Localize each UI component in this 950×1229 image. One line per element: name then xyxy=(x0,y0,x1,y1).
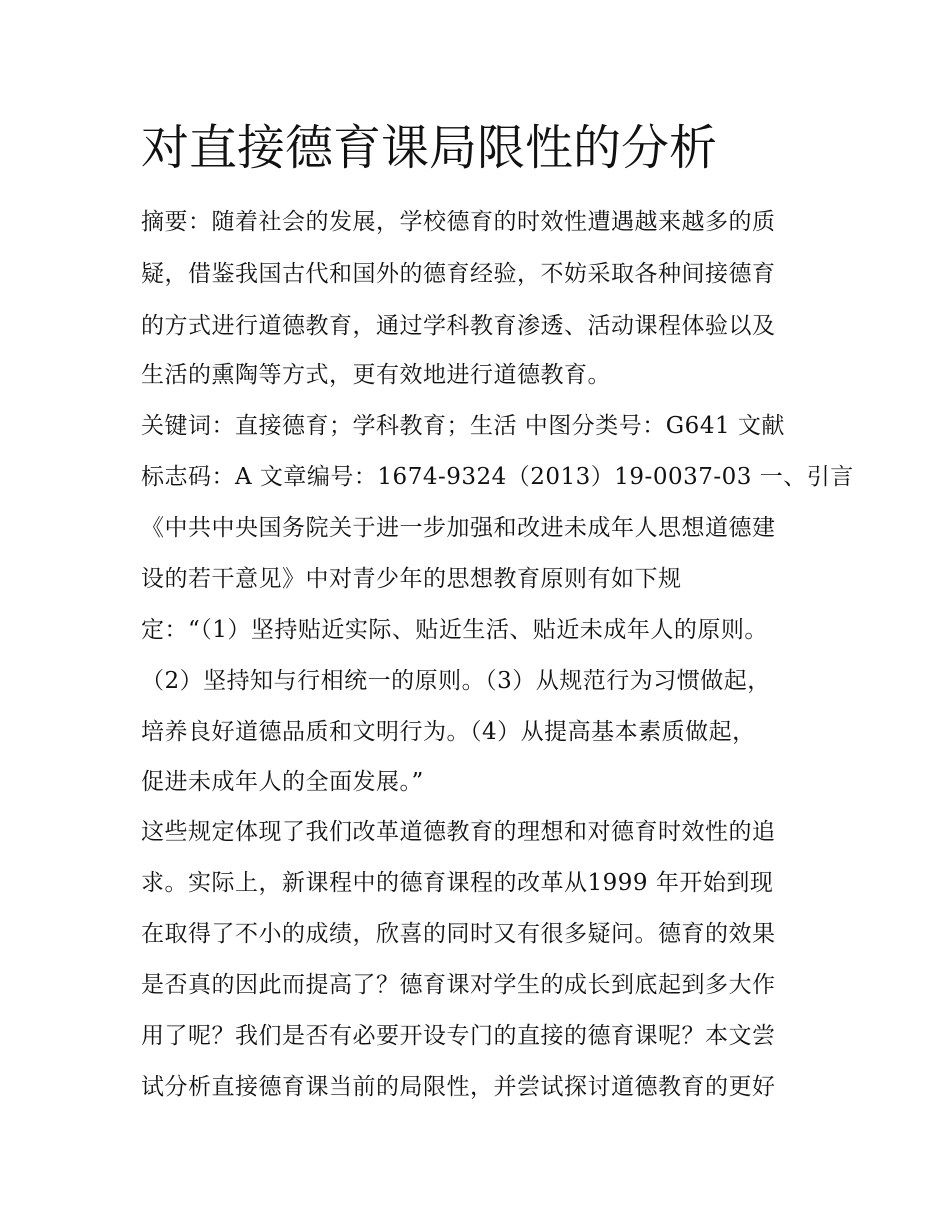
body-line-2: 设的若干意见》中对青少年的思想教育原则有如下规 xyxy=(141,566,682,592)
page-title: 对直接德育课局限性的分析 xyxy=(141,120,718,176)
abstract-line-3: 的方式进行道德教育，通过学科教育渗透、活动课程体验以及 xyxy=(141,313,776,339)
keywords-line-1: 关键词：直接德育；学科教育；生活 中图分类号：G641 文献 xyxy=(141,413,785,439)
body-line-1: 《中共中央国务院关于进一步加强和改进未成年人思想道德建 xyxy=(141,515,776,541)
body-line-9: 在取得了不小的成绩，欣喜的同时又有很多疑问。德育的效果 xyxy=(141,921,776,947)
abstract-line-4: 生活的熏陶等方式，更有效地进行道德教育。 xyxy=(141,362,611,388)
body-line-5: 培养良好道德品质和文明行为。（4）从提高基本素质做起， xyxy=(141,719,756,745)
body-line-10: 是否真的因此而提高了？德育课对学生的成长到底起到多大作 xyxy=(141,972,776,998)
abstract-line-2: 疑，借鉴我国古代和国外的德育经验，不妨采取各种间接德育 xyxy=(141,261,776,287)
body-line-8: 求。实际上，新课程中的德育课程的改革从1999 年开始到现 xyxy=(141,870,774,896)
body-line-12: 试分析直接德育课当前的局限性，并尝试探讨道德教育的更好 xyxy=(141,1074,776,1100)
body-line-3: 定：“（1）坚持贴近实际、贴近生活、贴近未成年人的原则。 xyxy=(141,617,768,643)
body-line-4: （2）坚持知与行相统一的原则。（3）从规范行为习惯做起， xyxy=(141,668,771,694)
body-line-7: 这些规定体现了我们改革道德教育的理想和对德育时效性的追 xyxy=(141,819,776,845)
abstract-line-1: 摘要：随着社会的发展，学校德育的时效性遭遇越来越多的质 xyxy=(141,209,776,235)
keywords-line-2: 标志码：A 文章编号：1674-9324（2013）19-0037-03 一、引言 xyxy=(141,464,854,490)
body-line-6: 促进未成年人的全面发展。” xyxy=(141,769,424,795)
body-line-11: 用了呢？我们是否有必要开设专门的直接的德育课呢？本文尝 xyxy=(141,1023,776,1049)
